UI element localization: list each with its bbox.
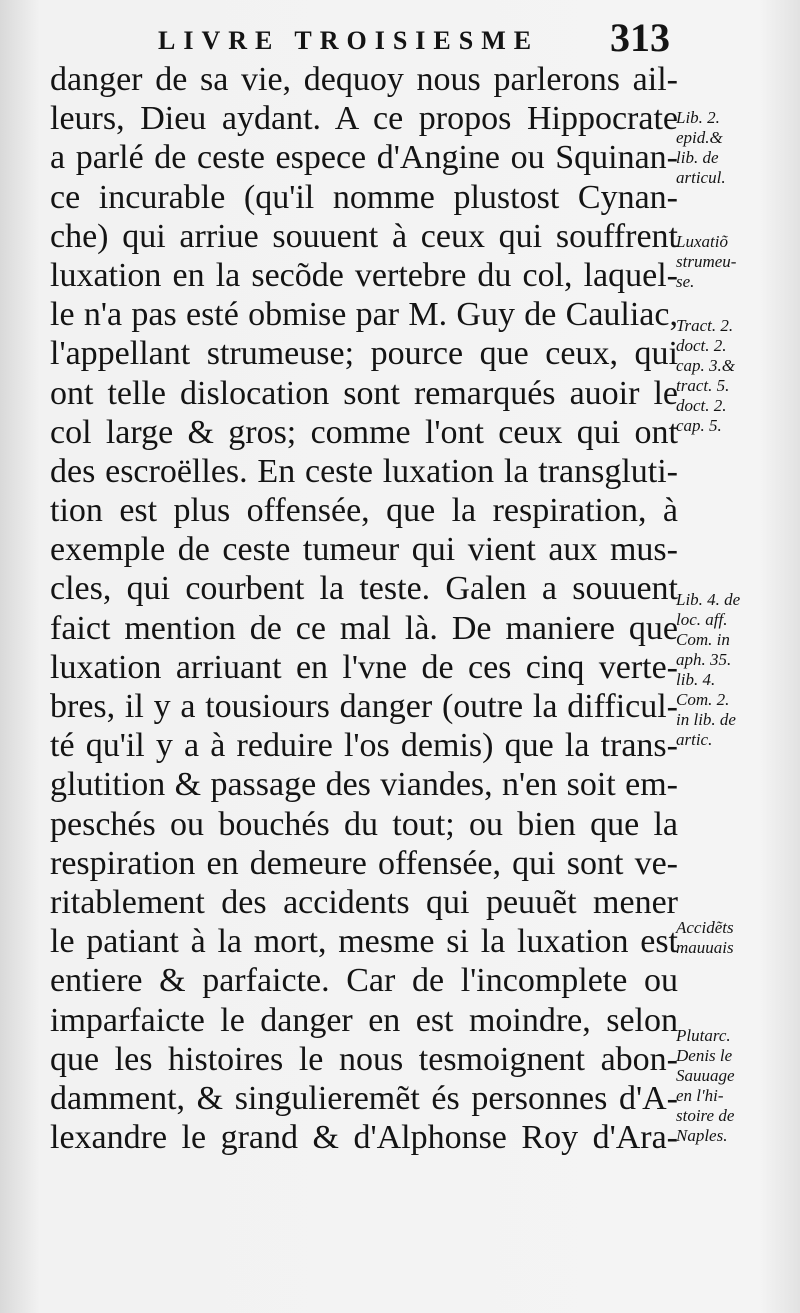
margin-note-line: Sauuage	[676, 1066, 735, 1085]
margin-note-line: Naples.	[676, 1126, 728, 1145]
text-line: a parlé de ceste espece d'Angine ou Squinan-	[50, 139, 678, 177]
margin-note-line: Lib. 2.	[676, 108, 720, 127]
margin-note-line: lib. 4.	[676, 670, 716, 689]
text-line: respiration en demeure offensée, qui sont ve-	[50, 844, 678, 882]
text-line: col large & gros; comme l'ont ceux qui ont	[50, 413, 678, 451]
margin-note-accidents	[676, 918, 734, 958]
margin-note-line: Com. 2.	[676, 690, 730, 709]
margin-note-line: articul.	[676, 168, 726, 187]
margin-note-line: aph. 35.	[676, 650, 732, 669]
margin-note-line: cap. 5.	[676, 416, 722, 435]
margin-note-line: Tract. 2.	[676, 316, 734, 335]
running-title: LIVRE TROISIESME	[158, 26, 540, 55]
margin-note-line: Denis le	[676, 1046, 733, 1065]
page-header	[150, 12, 670, 60]
text-line: ritablement des accidents qui peuuẽt mener	[50, 883, 678, 921]
margin-note-line: doct. 2.	[676, 396, 727, 415]
margin-note-line: Luxatiõ	[676, 232, 728, 251]
text-line: exemple de ceste tumeur qui vient aux mus-	[50, 531, 678, 569]
text-line: lexandre le grand & d'Alphonse Roy d'Ara-	[50, 1119, 678, 1157]
text-line: le patiant à la mort, mesme si la luxation est	[50, 923, 678, 961]
margin-note-line: tract. 5.	[676, 376, 730, 395]
margin-note-line: loc. aff.	[676, 610, 728, 629]
margin-note-line: en l'hi-	[676, 1086, 724, 1105]
text-line: damment, & singulieremẽt és personnes d'A-	[50, 1079, 678, 1117]
text-line: entiere & parfaicte. Car de l'incomplete ou	[50, 962, 678, 1000]
margin-note-line: artic.	[676, 730, 713, 749]
body-text	[50, 60, 678, 1157]
margin-note-line: Com. in	[676, 630, 730, 649]
text-line: imparfaicte le danger en est moindre, selon	[50, 1001, 678, 1039]
text-line: luxation en la secõde vertebre du col, laquel-	[50, 256, 678, 294]
text-line: danger de sa vie, dequoy nous parlerons ail-	[50, 61, 678, 98]
margin-note-hippocrates-reference	[676, 108, 726, 188]
margin-note-line: Accidẽts	[676, 918, 734, 937]
margin-note-plutarch-reference	[676, 1026, 735, 1146]
text-line: des escroëlles. En ceste luxation la transgluti-	[50, 452, 678, 490]
text-line: l'appellant strumeuse; pource que ceux, qui	[50, 335, 678, 373]
text-line: faict mention de ce mal là. De maniere que	[50, 609, 678, 647]
margin-note-line: Plutarc.	[676, 1026, 731, 1045]
text-line: che) qui arriue souuent à ceux qui souffrent	[50, 217, 678, 255]
text-line: glutition & passage des viandes, n'en soit em-	[50, 766, 678, 804]
margin-note-line: stoire de	[676, 1106, 735, 1125]
margin-note-line: in lib. de	[676, 710, 736, 729]
text-line: té qu'il y a à reduire l'os demis) que la trans-	[50, 727, 678, 765]
text-line: cles, qui courbent la teste. Galen a souuent	[50, 570, 678, 608]
text-line: peschés ou bouchés du tout; ou bien que la	[50, 805, 678, 843]
margin-note-line: se.	[676, 272, 695, 291]
text-line: que les histoires le nous tesmoignent abon-	[50, 1040, 678, 1078]
margin-note-line: Lib. 4. de	[676, 590, 741, 609]
text-line: le n'a pas esté obmise par M. Guy de Cauliac,	[50, 296, 678, 334]
margin-note-line: epid.&	[676, 128, 723, 147]
margin-note-line: lib. de	[676, 148, 719, 167]
text-line: bres, il y a tousiours danger (outre la difficul-	[50, 688, 678, 725]
text-line: leurs, Dieu aydant. A ce propos Hippocrate	[50, 100, 678, 138]
text-line: ce incurable (qu'il nomme plustost Cynan-	[50, 178, 678, 216]
text-line: ont telle dislocation sont remarqués auoir le	[50, 374, 678, 412]
margin-note-line: mauuais	[676, 938, 734, 957]
margin-note-line: cap. 3.&	[676, 356, 736, 375]
margin-note-cauliac-reference	[676, 316, 735, 436]
margin-note-line: strumeu-	[676, 252, 737, 271]
page-number: 313	[610, 15, 670, 60]
margin-note-line: doct. 2.	[676, 336, 727, 355]
text-line: tion est plus offensée, que la respiration, à	[50, 492, 678, 530]
text-line: luxation arriuant en l'vne de ces cinq verte-	[50, 648, 678, 686]
margin-note-luxation-strumeuse	[676, 232, 736, 292]
margin-note-galen-reference	[676, 590, 740, 750]
